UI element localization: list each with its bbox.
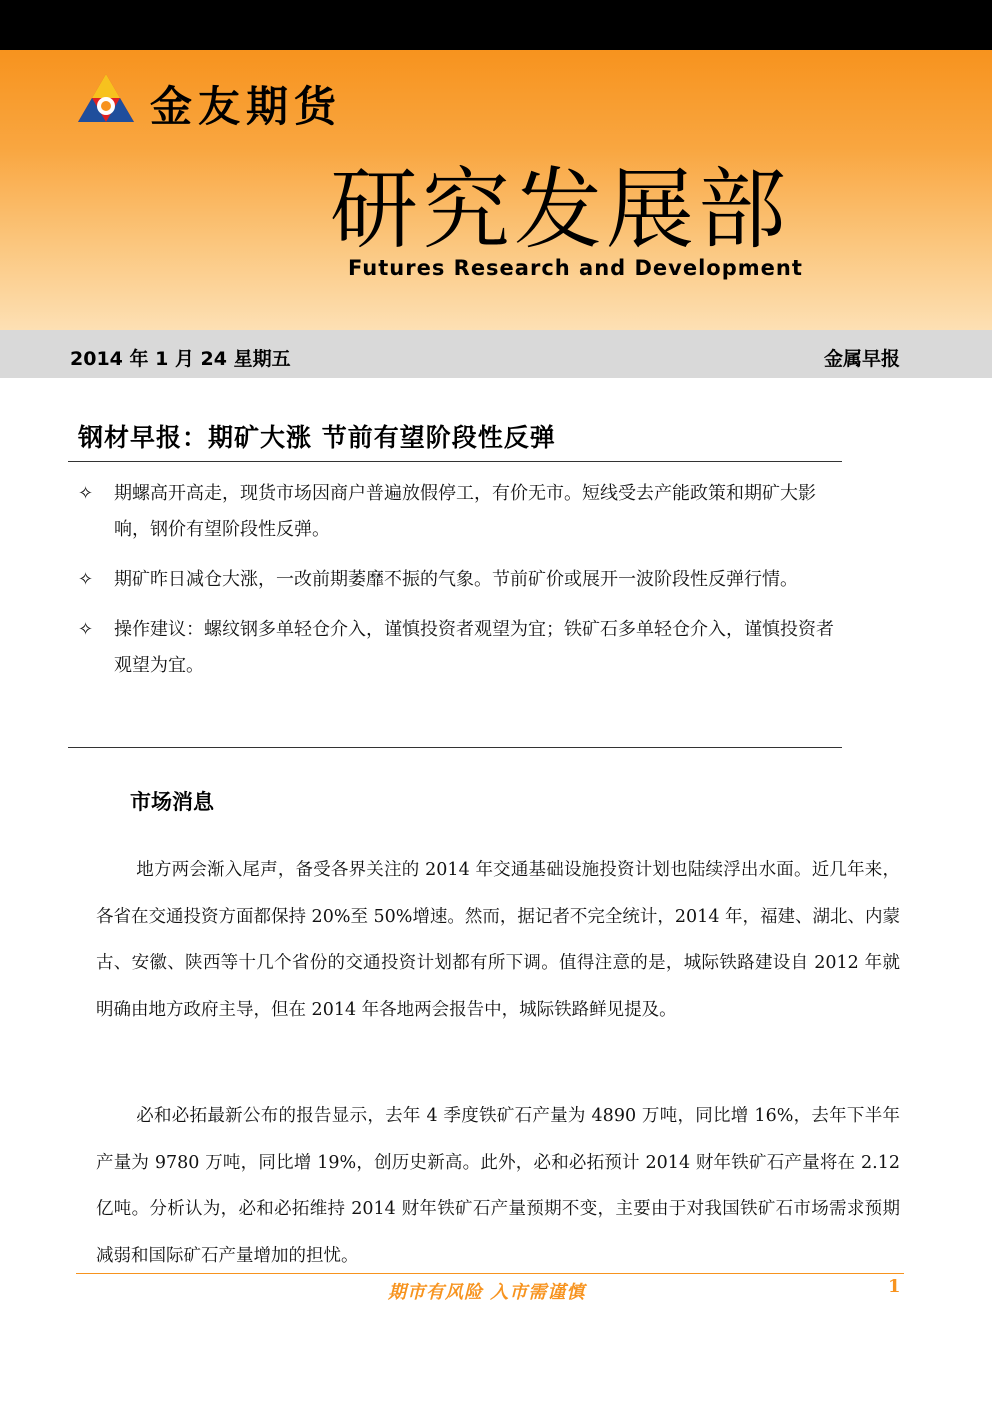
page-number: 1 (888, 1276, 901, 1297)
summary-bullet (78, 612, 848, 684)
summary-bullets (78, 476, 848, 698)
summary-divider (68, 747, 842, 748)
report-date: 2014 年 1 月 24 星期五 (70, 348, 291, 370)
section-heading-market-news: 市场消息 (130, 790, 214, 814)
news-paragraph: 必和必拓最新公布的报告显示，去年 4 季度铁矿石产量为 4890 万吨，同比增 16%，去年下半年产量为 9780 万吨，同比增 19%，创历史新高。此外，必和必拓预计 2014 财年铁矿石产量将在 2.12 亿吨。分析认为，必和必拓维持 2014 财年铁矿石产量预期不变，主要由于对我国铁矿石市场需求预期减弱和国际矿石产量增加的担忧。 (96, 1106, 900, 1266)
footer-divider (76, 1273, 904, 1274)
risk-disclaimer: 期市有风险 入市需谨慎 (388, 1282, 586, 1303)
four-point-star-icon: ✧ (78, 569, 94, 590)
company-logo-icon (76, 72, 136, 124)
summary-bullet (78, 476, 848, 548)
top-black-bar (0, 0, 992, 50)
department-subtitle: Futures Research and Development (348, 256, 803, 280)
title-divider (68, 461, 842, 462)
summary-bullet-text: 操作建议：螺纹钢多单轻仓介入，谨慎投资者观望为宜；铁矿石多单轻仓介入，谨慎投资者观望为宜。 (114, 619, 834, 676)
summary-bullet-text: 期矿昨日减仓大涨，一改前期萎靡不振的气象。节前矿价或展开一波阶段性反弹行情。 (114, 569, 798, 590)
report-category: 金属早报 (823, 348, 900, 370)
report-title: 钢材早报：期矿大涨 节前有望阶段性反弹 (78, 423, 556, 452)
summary-bullet (78, 562, 848, 598)
four-point-star-icon: ✧ (78, 619, 94, 640)
summary-bullet-text: 期螺高开高走，现货市场因商户普遍放假停工，有价无市。短线受去产能政策和期矿大影响，钢价有望阶段性反弹。 (114, 483, 816, 540)
department-title: 研究发展部 (330, 158, 791, 261)
four-point-star-icon: ✧ (78, 483, 94, 504)
company-name: 金友期货 (150, 82, 343, 131)
news-paragraph: 地方两会渐入尾声，备受各界关注的 2014 年交通基础设施投资计划也陆续浮出水面。近几年来，各省在交通投资方面都保持 20%至 50%增速。然而，据记者不完全统计，2014 年，福建、湖北、内蒙古、安徽、陕西等十几个省份的交通投资计划都有所下调。值得注意的是，城际铁路建设自 2012 年就明确由地方政府主导，但在 2014 年各地两会报告中，城际铁路鲜见提及。 (96, 860, 901, 1020)
